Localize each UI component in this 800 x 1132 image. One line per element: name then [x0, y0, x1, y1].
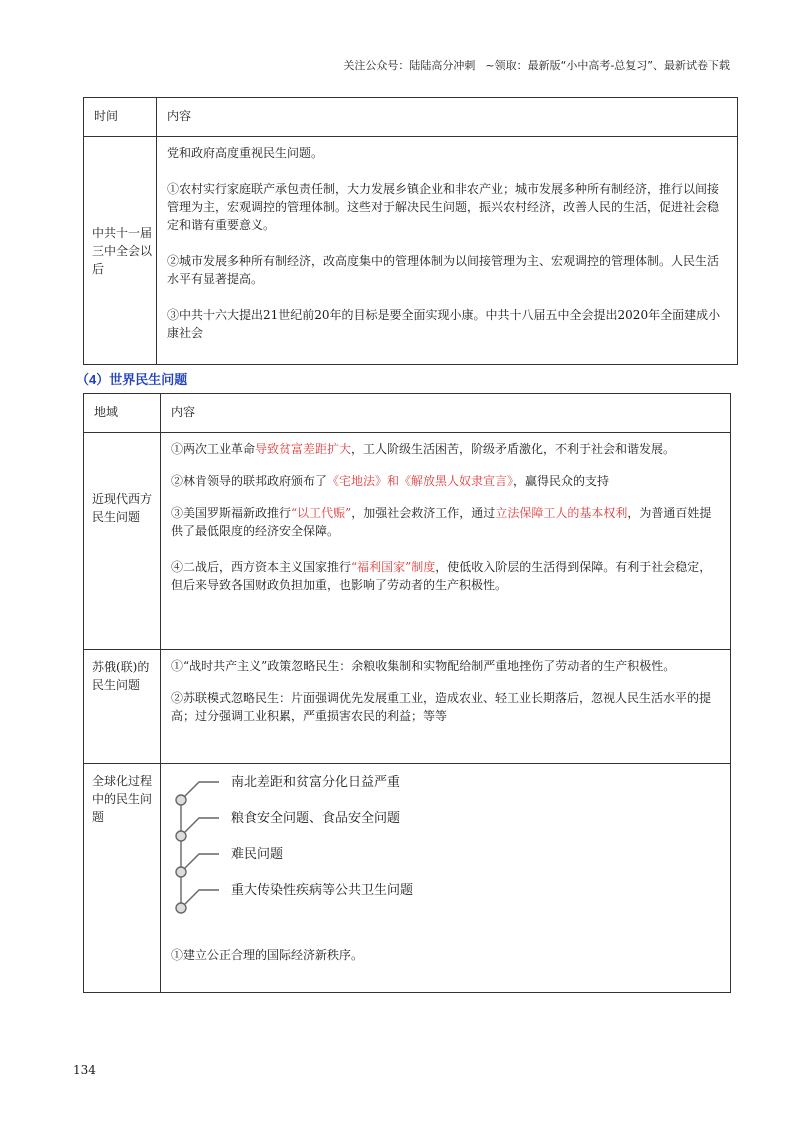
content-item: ②苏联模式忽略民生：片面强调优先发展重工业，造成农业、轻工业长期落后，忽视人民生活水平的提高；过分强调工业积累，严重损害农民的利益；等等: [171, 691, 712, 723]
table-header-row: [84, 98, 738, 137]
content-item: ①“战时共产主义”政策忽略民生：余粮收集制和实物配给制严重地挫伤了劳动者的生产积极性。: [171, 659, 676, 673]
timeline-table: [83, 97, 738, 365]
content-item: ①建立公正合理的国际经济新秩序。: [171, 948, 364, 962]
row-content-cell: [161, 433, 731, 650]
row-label-cell: [84, 764, 161, 993]
section-title: （4）世界民生问题: [76, 372, 188, 387]
connector-line: [181, 854, 219, 872]
diagram-item: 南北差距和贫富分化日益严重: [231, 775, 401, 790]
highlight-text: “以工代赈”: [291, 506, 352, 520]
bullet-dot: [176, 831, 186, 841]
highlight-text: 《宅地法》和《解放黑人奴隶宣言》: [327, 474, 514, 488]
row-label: 近现代西方民生问题: [92, 492, 153, 524]
row-label-cell: [84, 650, 161, 764]
header-download-note: ~领取：最新版“小中高考-总复习”、最新试卷下载: [485, 59, 730, 72]
bullet-dot: [176, 903, 186, 913]
header-region-cell: 地域: [84, 394, 161, 433]
header-time-cell: 时间: [84, 98, 157, 137]
row-content-cell: [161, 650, 731, 764]
row-label: 中共十一届三中全会以后: [92, 225, 153, 276]
page-header: [0, 57, 730, 73]
highlight-text: “福利国家”制度: [351, 560, 436, 574]
connector-line: [181, 890, 219, 908]
content-item: ①农村实行家庭联产承包责任制，大力发展乡镇企业和非农产业；城市发展多种所有制经济，推行以间接管理为主，宏观调控的管理体制。这些对于解决民生问题，振兴农村经济，改善人民的生活，促进社会稳定和谐有重要意义。: [167, 182, 720, 232]
content-item: ①两次工业革命导致贫富差距扩大，工人阶级生活困苦，阶级矛盾激化，不利于社会和谐发展。: [171, 442, 676, 456]
content-item: ③美国罗斯福新政推行“以工代赈”，加强社会救济工作，通过立法保障工人的基本权利，为普通百姓提供了最低限度的经济安全保障。: [171, 506, 712, 538]
bullet-dot: [176, 795, 186, 805]
connector-line: [181, 782, 219, 800]
highlight-text: 导致贫富差距扩大: [255, 442, 352, 456]
table-row: [84, 764, 731, 993]
content-item: ②城市发展多种所有制经济，改高度集中的管理体制为以间接管理为主、宏观调控的管理体制。人民生活水平有显著提高。: [167, 254, 720, 286]
world-livelihood-table: [83, 393, 731, 993]
row-label-cell: [84, 433, 161, 650]
table-row: [84, 137, 738, 365]
intro-text: 党和政府高度重视民生问题。: [167, 146, 324, 160]
header-content-cell: 内容: [157, 98, 738, 137]
header-content-cell: 内容: [161, 394, 731, 433]
header-account: 关注公众号：陆陆高分冲刺: [343, 59, 476, 72]
row-content-cell: [161, 764, 731, 993]
bullet-dot: [176, 867, 186, 877]
bracket-diagram: [161, 764, 730, 946]
row-content-cell: [157, 137, 738, 365]
row-label-cell: [84, 137, 157, 365]
page-number: 134: [73, 1063, 96, 1077]
table-row: [84, 433, 731, 650]
content-item: ②林肯领导的联邦政府颁布了《宅地法》和《解放黑人奴隶宣言》，赢得民众的支持: [171, 474, 610, 488]
highlight-text: 立法保障工人的基本权利: [495, 506, 628, 520]
row-label: 苏俄(联)的民生问题: [92, 660, 150, 692]
content-item: ④二战后，西方资本主义国家推行“福利国家”制度，使低收入阶层的生活得到保障。有利于社会稳定，但后来导致各国财政负担加重，也影响了劳动者的生产积极性。: [171, 560, 712, 592]
diagram-item: 粮食安全问题、食品安全问题: [231, 811, 401, 826]
row-label: 全球化过程中的民生问题: [92, 774, 153, 824]
table-row: [84, 650, 731, 764]
connector-line: [181, 818, 219, 836]
table-header-row: [84, 394, 731, 433]
content-item: ③中共十六大提出21世纪前20年的目标是要全面实现小康。中共十八届五中全会提出2020年全面建成小康社会: [167, 308, 721, 340]
diagram-item: 重大传染性疾病等公共卫生问题: [231, 883, 414, 898]
diagram-item: 难民问题: [231, 847, 284, 862]
